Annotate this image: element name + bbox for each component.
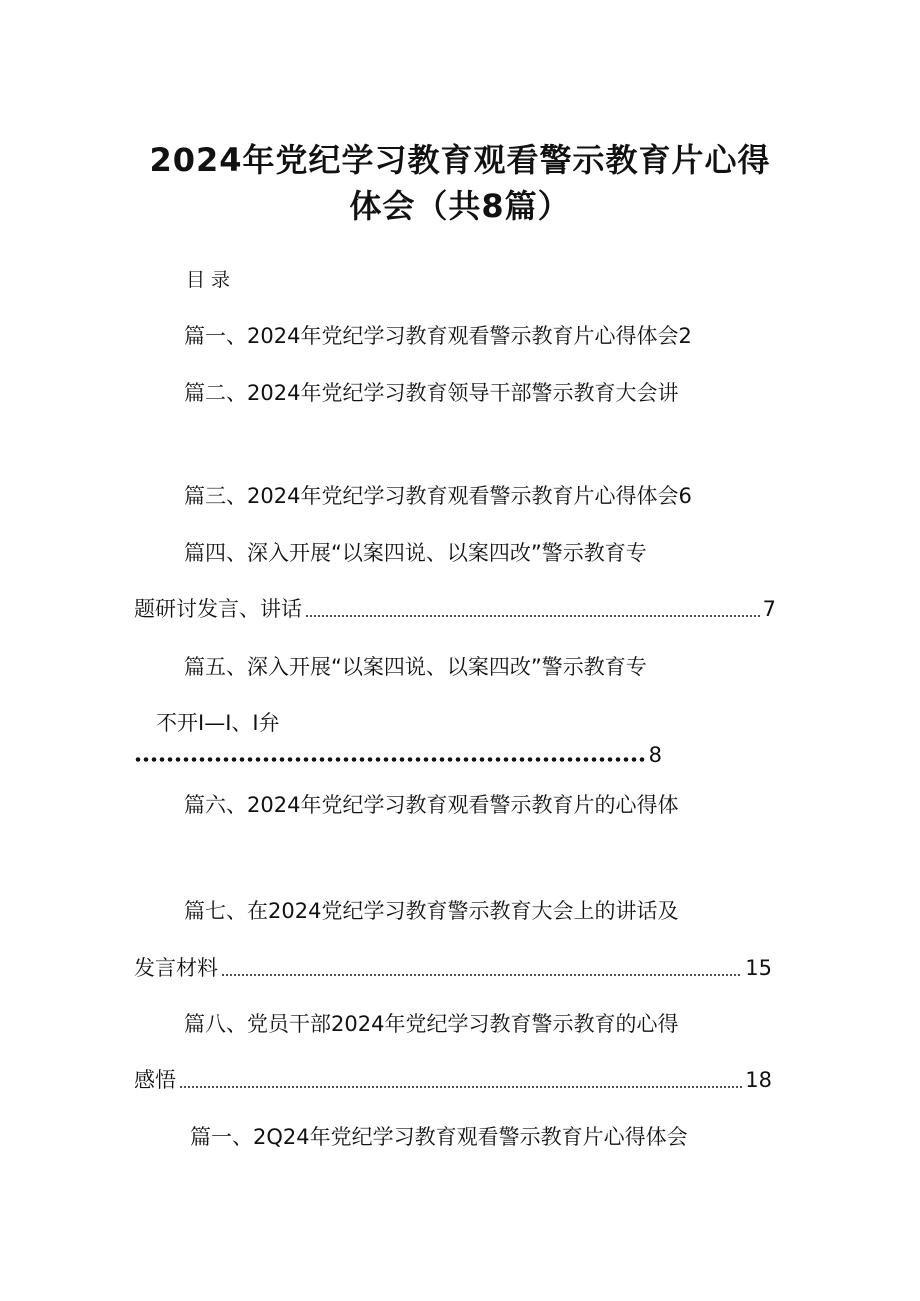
toc-entry-5-line-2[interactable]: 不开I—I、I弁 — [156, 711, 280, 735]
toc-entry-7-page: 15 — [745, 956, 772, 980]
toc-entry-7-label: 发言材料 — [134, 956, 218, 980]
toc-entry-8-line-2[interactable] — [134, 1065, 772, 1095]
dot-leader-heavy — [134, 757, 646, 762]
dot-leader — [221, 974, 742, 976]
document-title-line-1: 2024年党纪学习教育观看警示教育片心得 — [149, 141, 771, 179]
toc-entry-3[interactable]: 篇三、2024年党纪学习教育观看警示教育片心得体会6 — [184, 484, 692, 508]
dot-leader — [305, 615, 760, 617]
toc-entry-8-label: 感悟 — [134, 1068, 176, 1092]
toc-label: 目录 — [186, 269, 237, 291]
toc-entry-4-page: 7 — [762, 597, 776, 621]
toc-entry-6[interactable]: 篇六、2024年党纪学习教育观看警示教育片的心得体 — [184, 793, 679, 817]
section-heading: 篇一、2Q24年党纪学习教育观看警示教育片心得体会 — [190, 1125, 688, 1149]
toc-entry-8-page: 18 — [745, 1068, 772, 1092]
toc-entry-5-line-1[interactable]: 篇五、深入开展“以案四说、以案四改”警示教育专 — [184, 655, 647, 679]
toc-entry-4-line-1[interactable]: 篇四、深入开展“以案四说、以案四改”警示教育专 — [184, 541, 647, 565]
toc-entry-7-line-1[interactable]: 篇七、在2024党纪学习教育警示教育大会上的讲话及 — [184, 899, 679, 923]
toc-entry-2[interactable]: 篇二、2024年党纪学习教育领导干部警示教育大会讲 — [184, 381, 679, 405]
toc-entry-5-line-3[interactable] — [134, 740, 662, 770]
toc-entry-5-page: 8 — [648, 743, 662, 767]
toc-entry-8-line-1[interactable]: 篇八、党员干部2024年党纪学习教育警示教育的心得 — [184, 1012, 679, 1036]
document-title-line-2: 体会（共8篇） — [349, 187, 571, 225]
toc-entry-4-label: 题研讨发言、讲话 — [134, 597, 302, 621]
toc-entry-7-line-2[interactable] — [134, 953, 772, 983]
toc-entry-1[interactable]: 篇一、2024年党纪学习教育观看警示教育片心得体会2 — [184, 324, 692, 348]
toc-entry-4-line-2[interactable] — [134, 594, 776, 624]
dot-leader — [179, 1086, 742, 1088]
